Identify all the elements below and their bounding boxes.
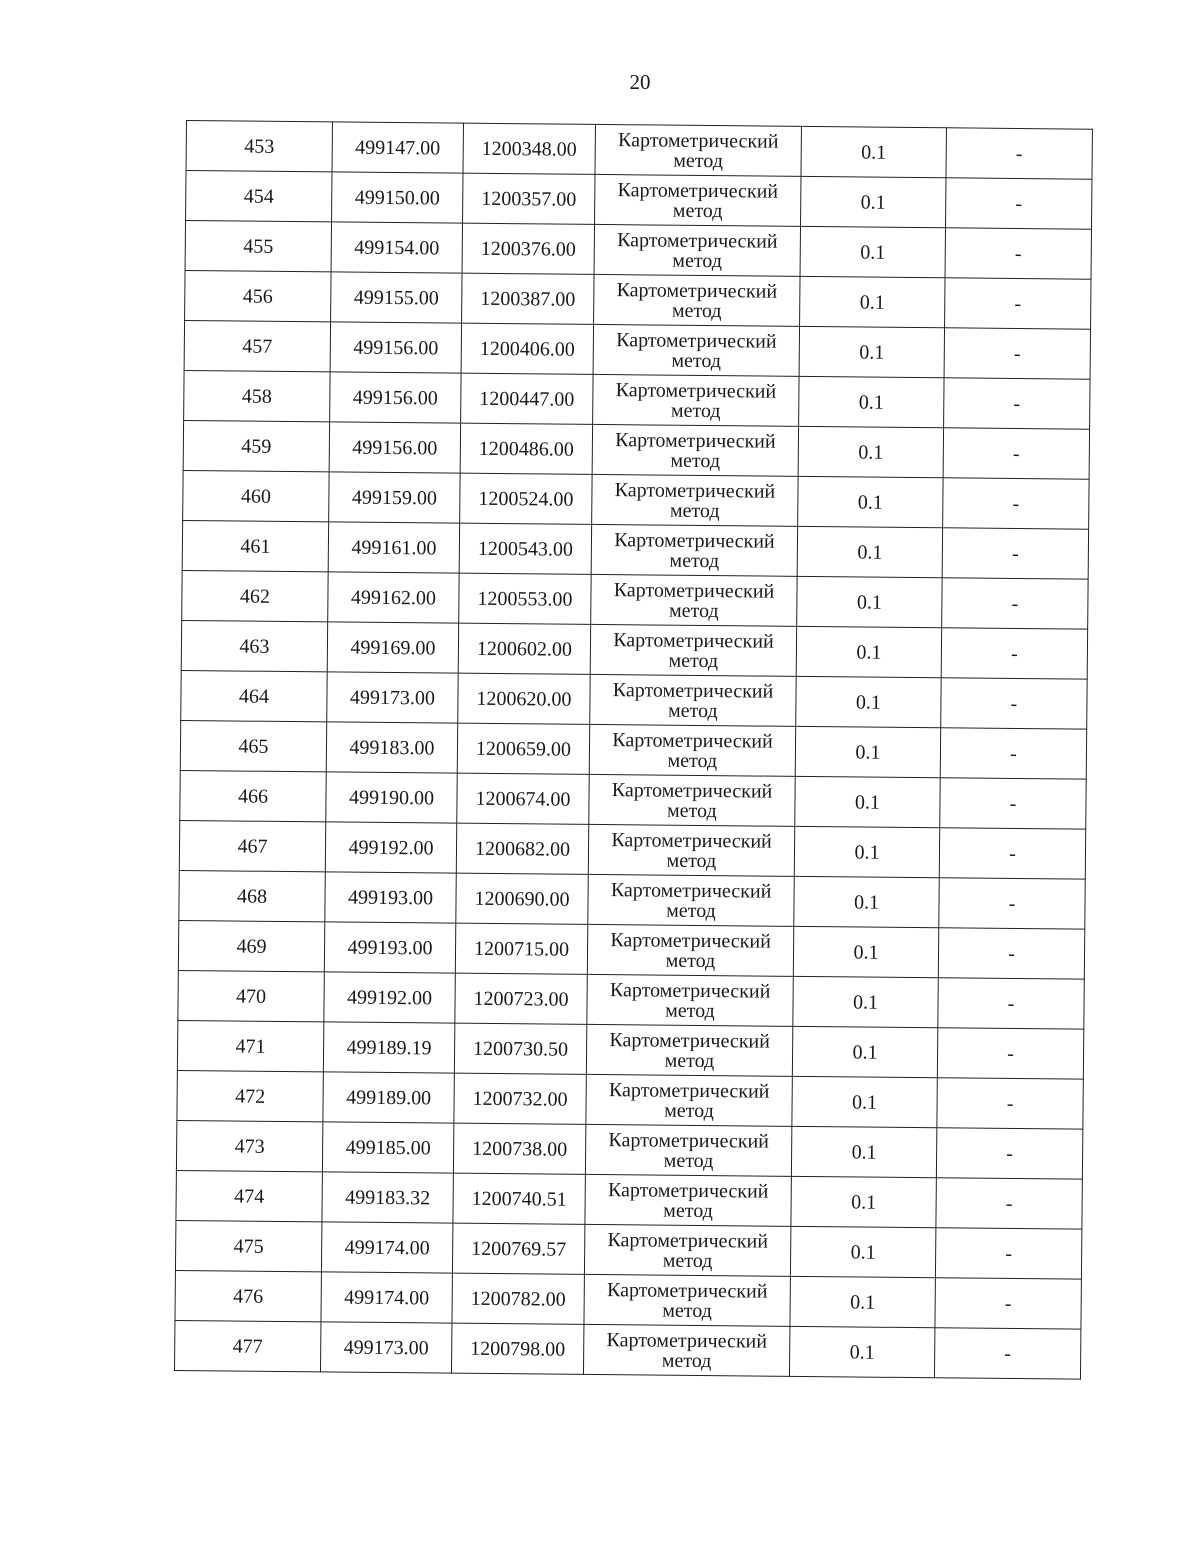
table-row xyxy=(178,920,1084,979)
method-line-1: Картометрический xyxy=(614,478,776,503)
method-line-2: метод xyxy=(662,1299,712,1322)
x-coordinate-cell: 499174.00 xyxy=(321,1272,452,1323)
note-cell: - xyxy=(943,478,1089,529)
method-cell xyxy=(590,674,796,726)
y-coordinate-cell: 1200732.00 xyxy=(454,1073,586,1124)
method-cell xyxy=(584,1224,790,1276)
y-coordinate-cell: 1200357.00 xyxy=(463,173,595,224)
method-cell xyxy=(586,1024,792,1076)
accuracy-cell: 0.1 xyxy=(797,526,942,577)
y-coordinate-cell: 1200738.00 xyxy=(453,1123,585,1174)
method-line-1: Картометрический xyxy=(613,578,775,603)
y-coordinate-cell: 1200798.00 xyxy=(451,1323,583,1374)
y-coordinate-cell: 1200348.00 xyxy=(463,123,595,174)
table-row xyxy=(179,820,1085,879)
table-row xyxy=(174,1320,1080,1379)
note-cell: - xyxy=(934,1328,1080,1379)
y-coordinate-cell: 1200674.00 xyxy=(457,773,589,824)
point-number-cell: 461 xyxy=(182,520,328,571)
method-line-2: метод xyxy=(672,249,723,272)
method-cell xyxy=(584,1274,790,1326)
y-coordinate-cell: 1200376.00 xyxy=(462,223,594,274)
accuracy-cell: 0.1 xyxy=(792,1026,937,1077)
method-line-2: метод xyxy=(661,1349,712,1372)
y-coordinate-cell: 1200387.00 xyxy=(462,273,594,324)
method-cell xyxy=(587,974,793,1026)
x-coordinate-cell: 499161.00 xyxy=(328,522,459,573)
point-number-cell: 464 xyxy=(181,670,327,721)
method-line-1: Картометрический xyxy=(615,428,776,453)
method-line-1: Картометрический xyxy=(610,878,772,903)
method-cell xyxy=(593,324,799,376)
x-coordinate-cell: 499156.00 xyxy=(330,322,461,373)
method-line-1: Картометрический xyxy=(608,1078,770,1103)
table-row xyxy=(181,670,1087,729)
point-number-cell: 474 xyxy=(176,1170,322,1221)
accuracy-cell: 0.1 xyxy=(791,1126,936,1177)
table-row xyxy=(175,1220,1081,1279)
x-coordinate-cell: 499189.19 xyxy=(323,1022,454,1073)
note-cell: - xyxy=(942,528,1088,579)
method-line-1: Картометрический xyxy=(614,528,775,553)
method-line-2: метод xyxy=(668,599,719,622)
y-coordinate-cell: 1200769.57 xyxy=(452,1223,584,1274)
table-body xyxy=(174,121,1092,1380)
x-coordinate-cell: 499147.00 xyxy=(332,122,463,173)
note-cell: - xyxy=(939,828,1085,879)
accuracy-cell: 0.1 xyxy=(790,1226,935,1277)
point-number-cell: 459 xyxy=(183,420,329,471)
y-coordinate-cell: 1200740.51 xyxy=(453,1173,585,1224)
method-line-2: метод xyxy=(669,549,720,572)
x-coordinate-cell: 499192.00 xyxy=(324,972,455,1023)
method-line-1: Картометрический xyxy=(615,378,777,403)
table-row xyxy=(181,620,1087,679)
method-line-2: метод xyxy=(670,399,721,422)
accuracy-cell: 0.1 xyxy=(792,1076,937,1127)
method-line-2: метод xyxy=(668,649,719,672)
method-line-2: метод xyxy=(665,999,715,1022)
y-coordinate-cell: 1200602.00 xyxy=(458,623,590,674)
y-coordinate-cell: 1200553.00 xyxy=(459,573,591,624)
method-line-1: Картометрический xyxy=(617,178,779,203)
x-coordinate-cell: 499155.00 xyxy=(331,272,462,323)
x-coordinate-cell: 499185.00 xyxy=(322,1122,453,1173)
table-row xyxy=(186,121,1092,180)
point-number-cell: 462 xyxy=(182,570,328,621)
method-cell xyxy=(591,574,797,626)
method-line-2: метод xyxy=(667,699,718,722)
note-cell: - xyxy=(937,1078,1083,1129)
x-coordinate-cell: 499193.00 xyxy=(325,872,456,923)
x-coordinate-cell: 499156.00 xyxy=(330,372,461,423)
method-line-2: метод xyxy=(664,1099,714,1122)
method-cell xyxy=(585,1174,791,1226)
point-number-cell: 476 xyxy=(175,1270,321,1321)
method-line-1: Картометрический xyxy=(616,328,777,353)
note-cell: - xyxy=(941,678,1087,729)
method-line-2: метод xyxy=(663,1199,713,1222)
table-row xyxy=(176,1120,1082,1179)
x-coordinate-cell: 499150.00 xyxy=(332,172,463,223)
method-line-2: метод xyxy=(665,949,716,972)
method-line-2: метод xyxy=(669,499,720,522)
point-number-cell: 469 xyxy=(178,920,324,971)
point-number-cell: 471 xyxy=(177,1020,323,1071)
y-coordinate-cell: 1200723.00 xyxy=(455,973,587,1024)
note-cell: - xyxy=(935,1278,1081,1329)
note-cell: - xyxy=(944,378,1090,429)
y-coordinate-cell: 1200447.00 xyxy=(461,373,593,424)
x-coordinate-cell: 499193.00 xyxy=(324,922,455,973)
coordinates-table xyxy=(174,120,1093,1380)
page-number: 20 xyxy=(629,70,651,94)
table-row xyxy=(182,570,1088,629)
accuracy-cell: 0.1 xyxy=(797,576,942,627)
table-row xyxy=(186,171,1092,230)
note-cell: - xyxy=(943,428,1089,479)
accuracy-cell: 0.1 xyxy=(794,826,939,877)
method-line-2: метод xyxy=(671,299,722,322)
accuracy-cell: 0.1 xyxy=(794,876,939,927)
method-line-1: Картометрический xyxy=(611,778,773,803)
point-number-cell: 467 xyxy=(179,820,325,871)
accuracy-cell: 0.1 xyxy=(800,226,945,277)
method-cell xyxy=(595,124,801,176)
point-number-cell: 454 xyxy=(186,171,332,222)
method-cell xyxy=(589,774,795,826)
x-coordinate-cell: 499162.00 xyxy=(328,572,459,623)
point-number-cell: 465 xyxy=(180,720,326,771)
method-line-2: метод xyxy=(671,349,722,372)
method-cell xyxy=(594,224,800,276)
y-coordinate-cell: 1200543.00 xyxy=(459,523,591,574)
method-line-2: метод xyxy=(667,749,718,772)
point-number-cell: 466 xyxy=(180,770,326,821)
method-line-1: Картометрический xyxy=(609,1028,771,1053)
y-coordinate-cell: 1200730.50 xyxy=(454,1023,586,1074)
note-cell: - xyxy=(935,1228,1081,1279)
y-coordinate-cell: 1200620.00 xyxy=(458,673,590,724)
table-row xyxy=(178,970,1084,1029)
method-line-1: Картометрический xyxy=(617,228,778,253)
note-cell: - xyxy=(939,878,1085,929)
note-cell: - xyxy=(944,328,1090,379)
method-line-1: Картометрический xyxy=(611,828,772,853)
y-coordinate-cell: 1200524.00 xyxy=(460,473,592,524)
method-line-2: метод xyxy=(663,1149,714,1172)
x-coordinate-cell: 499189.00 xyxy=(323,1072,454,1123)
accuracy-cell: 0.1 xyxy=(801,126,946,177)
table-row xyxy=(179,870,1085,929)
method-line-2: метод xyxy=(670,449,721,472)
method-cell xyxy=(588,874,794,926)
method-cell xyxy=(594,274,800,326)
point-number-cell: 468 xyxy=(179,870,325,921)
x-coordinate-cell: 499173.00 xyxy=(327,672,458,723)
table-row xyxy=(185,221,1091,280)
accuracy-cell: 0.1 xyxy=(791,1176,936,1227)
method-cell xyxy=(587,924,793,976)
x-coordinate-cell: 499159.00 xyxy=(329,472,460,523)
accuracy-cell: 0.1 xyxy=(793,926,938,977)
accuracy-cell: 0.1 xyxy=(796,676,941,727)
x-coordinate-cell: 499192.00 xyxy=(325,822,456,873)
point-number-cell: 458 xyxy=(184,370,330,421)
note-cell: - xyxy=(945,228,1091,279)
y-coordinate-cell: 1200715.00 xyxy=(455,923,587,974)
method-line-1: Картометрический xyxy=(616,278,778,303)
table-row xyxy=(184,370,1090,429)
x-coordinate-cell: 499156.00 xyxy=(329,422,460,473)
point-number-cell: 460 xyxy=(183,470,329,521)
accuracy-cell: 0.1 xyxy=(790,1276,935,1327)
point-number-cell: 463 xyxy=(181,620,327,671)
note-cell: - xyxy=(940,778,1086,829)
point-number-cell: 456 xyxy=(185,270,331,321)
method-line-1: Картометрический xyxy=(608,1128,770,1153)
method-cell xyxy=(589,724,795,776)
note-cell: - xyxy=(941,628,1087,679)
method-cell xyxy=(593,374,799,426)
table-row xyxy=(175,1270,1081,1329)
method-line-2: метод xyxy=(666,849,717,872)
note-cell: - xyxy=(938,928,1084,979)
table-row xyxy=(180,770,1086,829)
x-coordinate-cell: 499183.00 xyxy=(326,722,457,773)
method-cell xyxy=(588,824,794,876)
point-number-cell: 477 xyxy=(174,1320,320,1371)
note-cell: - xyxy=(942,578,1088,629)
method-line-2: метод xyxy=(672,199,723,222)
table-row xyxy=(177,1070,1083,1129)
table-row xyxy=(185,270,1091,329)
method-line-1: Картометрический xyxy=(617,128,779,153)
note-cell: - xyxy=(940,728,1086,779)
table-row xyxy=(180,720,1086,779)
x-coordinate-cell: 499174.00 xyxy=(321,1222,452,1273)
note-cell: - xyxy=(938,978,1084,1029)
method-line-1: Картометрический xyxy=(612,678,774,703)
y-coordinate-cell: 1200406.00 xyxy=(461,323,593,374)
accuracy-cell: 0.1 xyxy=(795,776,940,827)
accuracy-cell: 0.1 xyxy=(795,726,940,777)
point-number-cell: 453 xyxy=(186,121,332,172)
method-line-2: метод xyxy=(662,1249,713,1272)
method-line-2: метод xyxy=(666,799,717,822)
method-cell xyxy=(592,424,798,476)
y-coordinate-cell: 1200690.00 xyxy=(456,873,588,924)
method-cell xyxy=(592,474,798,526)
table-row xyxy=(183,470,1089,529)
x-coordinate-cell: 499173.00 xyxy=(320,1322,451,1373)
method-cell xyxy=(590,624,796,676)
accuracy-cell: 0.1 xyxy=(796,626,941,677)
point-number-cell: 475 xyxy=(175,1220,321,1271)
note-cell: - xyxy=(945,278,1091,329)
method-cell xyxy=(585,1124,791,1176)
accuracy-cell: 0.1 xyxy=(799,376,944,427)
point-number-cell: 473 xyxy=(176,1120,322,1171)
accuracy-cell: 0.1 xyxy=(793,976,938,1027)
y-coordinate-cell: 1200782.00 xyxy=(452,1273,584,1324)
accuracy-cell: 0.1 xyxy=(801,176,946,227)
method-line-1: Картометрический xyxy=(607,1228,769,1253)
accuracy-cell: 0.1 xyxy=(798,426,943,477)
table-row xyxy=(184,320,1090,379)
accuracy-cell: 0.1 xyxy=(799,326,944,377)
method-line-1: Картометрический xyxy=(606,1328,768,1353)
x-coordinate-cell: 499154.00 xyxy=(331,222,462,273)
y-coordinate-cell: 1200486.00 xyxy=(460,423,592,474)
point-number-cell: 470 xyxy=(178,970,324,1021)
x-coordinate-cell: 499190.00 xyxy=(326,772,457,823)
table-row xyxy=(182,520,1088,579)
coordinates-table-wrapper xyxy=(174,120,1092,1380)
note-cell: - xyxy=(936,1178,1082,1229)
x-coordinate-cell: 499169.00 xyxy=(327,622,458,673)
method-line-1: Картометрический xyxy=(612,728,773,753)
method-line-1: Картометрический xyxy=(613,628,774,653)
x-coordinate-cell: 499183.32 xyxy=(322,1172,453,1223)
accuracy-cell: 0.1 xyxy=(789,1326,934,1377)
y-coordinate-cell: 1200682.00 xyxy=(456,823,588,874)
method-line-1: Картометрический xyxy=(609,978,771,1003)
accuracy-cell: 0.1 xyxy=(798,476,943,527)
accuracy-cell: 0.1 xyxy=(800,276,945,327)
method-cell xyxy=(583,1324,789,1376)
point-number-cell: 457 xyxy=(184,320,330,371)
method-line-2: метод xyxy=(673,149,724,172)
point-number-cell: 455 xyxy=(185,221,331,272)
note-cell: - xyxy=(937,1028,1083,1079)
method-line-1: Картометрический xyxy=(606,1278,768,1303)
table-row xyxy=(177,1020,1083,1079)
table-row xyxy=(176,1170,1082,1229)
method-cell xyxy=(595,174,801,226)
method-line-2: метод xyxy=(666,899,716,922)
method-line-2: метод xyxy=(664,1049,715,1072)
y-coordinate-cell: 1200659.00 xyxy=(457,723,589,774)
method-line-1: Картометрический xyxy=(607,1178,769,1203)
method-cell xyxy=(591,524,797,576)
note-cell: - xyxy=(946,178,1092,229)
method-cell xyxy=(586,1074,792,1126)
method-line-1: Картометрический xyxy=(610,928,771,953)
note-cell: - xyxy=(946,128,1092,179)
table-row xyxy=(183,420,1089,479)
point-number-cell: 472 xyxy=(177,1070,323,1121)
note-cell: - xyxy=(936,1128,1082,1179)
